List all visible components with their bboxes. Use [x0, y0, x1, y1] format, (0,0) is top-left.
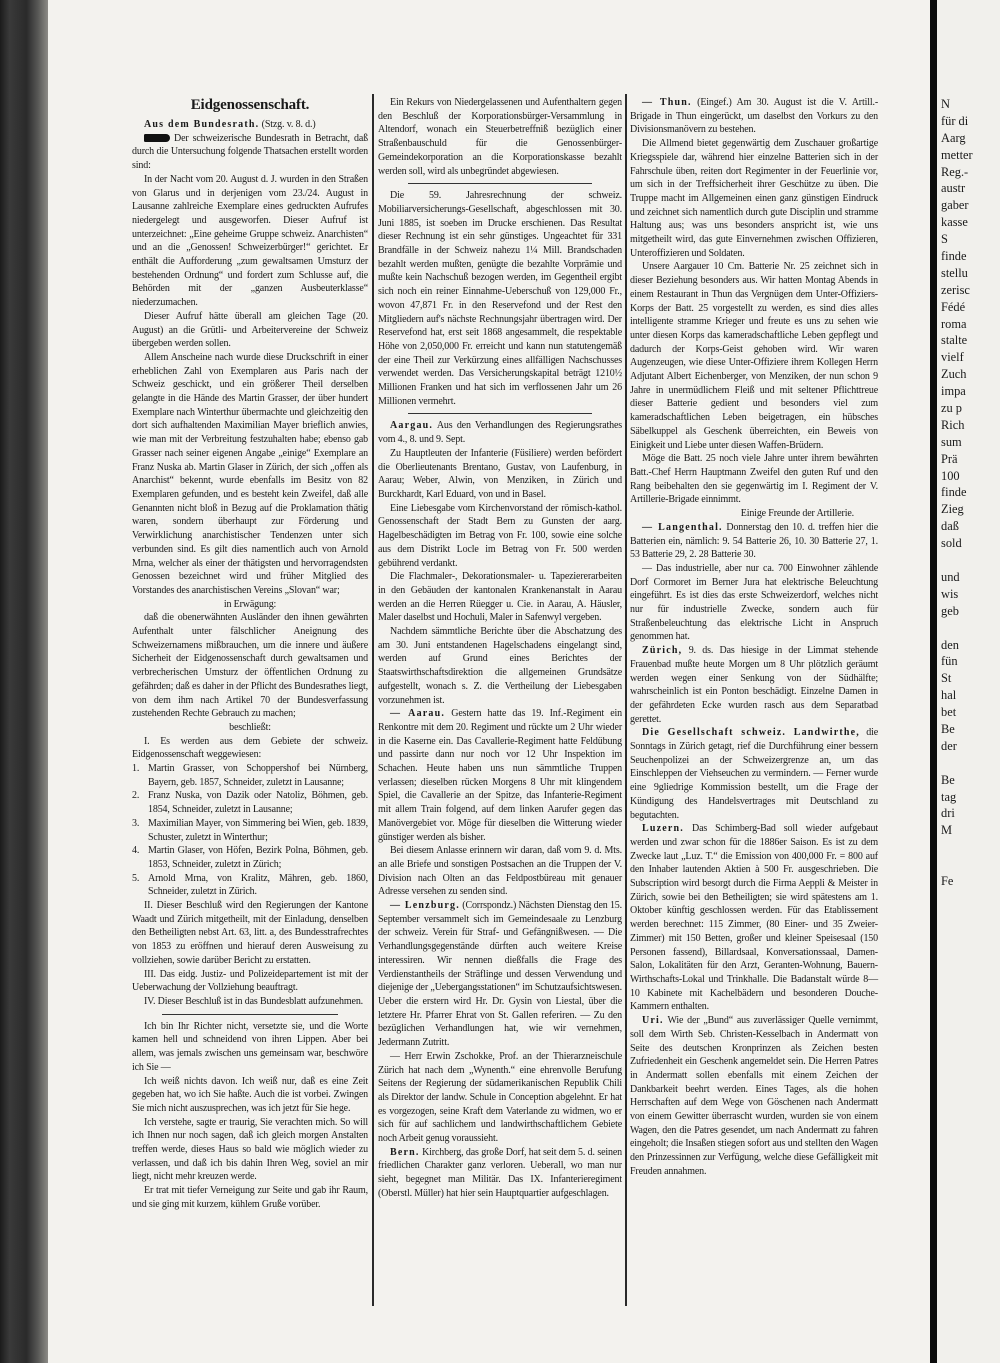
pointing-hand-icon	[144, 134, 170, 142]
text-fragment: fün	[941, 654, 958, 669]
text-fragment: für di	[941, 113, 969, 128]
paragraph	[132, 995, 368, 1009]
paragraph-text: Möge die Batt. 25 noch viele Jahre unter ihrem bewährten Batt.-Chef Herrn Hauptmann Zweifel den guten Ruf und den Rang beibehalten den sie gegenwärtig im I. Regiment der V. Artillerie-Brigade einnimmt.	[630, 453, 878, 506]
paragraph	[378, 96, 622, 178]
book-binding	[0, 0, 48, 1363]
article-separator	[408, 183, 592, 184]
paragraph	[378, 447, 622, 502]
paragraph-text: Eine Liebesgabe vom Kirchenvorstand der römisch-kathol. Genossenschaft der Stadt Bern zu Gunsten der aarg. Hagelbeschädigten im Betrag von Fr. 100, sowie eine solche aus dem Distrikt Locle im Betrag von Fr. 500 werden gebührend verdankt.	[378, 502, 622, 569]
paragraph-text: Ich verstehe, sagte er traurig, Sie verachten mich. So will ich Ihnen nur noch sagen, daß ich gleich morgen Anstalten treffen werde, dieses Haus so bald wie möglich wieder zu verlassen, und daß ich bis dahin Ihren Weg, soviel an mir liegt, nicht mehr kreuzen werde.	[132, 1116, 368, 1183]
article-dateline: Aargau.	[390, 420, 434, 432]
paragraph	[378, 899, 622, 1050]
text-fragment: Fédé	[941, 299, 966, 314]
paragraph	[132, 1184, 368, 1211]
paragraph	[132, 598, 368, 612]
text-fragment: austr	[941, 181, 966, 196]
paragraph	[132, 310, 368, 351]
text-fragment: roma	[941, 316, 967, 331]
paragraph	[630, 1014, 878, 1178]
paragraph	[630, 96, 878, 137]
paragraph	[630, 822, 878, 1014]
article-dateline: Luzern.	[642, 823, 685, 835]
paragraph	[132, 1075, 368, 1116]
article-dateline: Aus dem Bundesrath.	[144, 119, 260, 130]
paragraph	[132, 351, 368, 598]
text-fragment: Be	[941, 721, 955, 736]
paragraph-text: die Sonntags in Zürich getagt, rief die Durchführung einer bessern Seuchenpolizei an der Schweizergrenze an, um das Einschleppen der Viehseuchen zu vermindern. — Ferner wurde eine 9gliedrige Kommission bestellt, um die Frage der Kündigung des Handelsvertrages mit Deutschland zu begutachten.	[630, 727, 878, 821]
paragraph-text: Donnerstag den 10. d. treffen hier die Batterien ein, nämlich: 9. 54 Batterie 26, 10. 30 Batterie 27, 1. 53 Batterie 29, 2. 28 Batterie 30.	[630, 521, 878, 561]
paragraph-text: (Eingef.) Am 30. August ist die V. Artill.-Brigade in Thun eingerückt, um daselbst den Vorkurs zu den Divisionsmanövern zu bestehen.	[630, 97, 878, 136]
paragraph	[132, 735, 368, 762]
paragraph	[132, 1116, 368, 1185]
paragraph-text: — Das industrielle, aber nur ca. 700 Einwohner zählende Dorf Cormoret im Berner Jura hat elektrische Beleuchtung eingeführt. Es ist dies das erste Schweizerdorf, welches nicht nur für industrielle Zwecke, sondern auch für Straßenbeleuchtung das elektrische Licht in Anspruch genommen hat.	[630, 562, 878, 643]
paragraph-text: Die 59. Jahresrechnung der schweiz. Mobiliarversicherungs-Gesellschaft, abgeschlossen mit 30. Juni 1885, ist soeben im Drucke erschienen. Das Resultat dieser Rechnung ist ein sehr günstiges. Ungeachtet für 331 Brandfälle in der Schweiz nahezu 1¼ Mill. Brandschaden bezahlt werden mußten, genügte die bezahlte Vorprämie und mußte kein Nachschuß bezogen werden, im Gegentheil ergibt sich noch ein reiner Einnahme-Ueberschuß von 129,000 Fr., wovon 47,871 Fr. in den Reservefond und der Rest den Mitgliedern auf's nächste Rechnungsjahr übertragen wird. Der Reservefond hat, erst seit 1868 angesammelt, die respektable Höhe von 2,050,000 Fr. erreicht und kann nun statutengemäß der eine Theil zur Verkürzung eines allfälligen Nachschusses verwendet werden. Das Versicherungskapital beträgt 1210½ Millionen Franken und hat sich im verflossenen Jahr um 26 Millionen vermehrt.	[378, 190, 622, 407]
paragraph	[378, 570, 622, 625]
paragraph-text: In der Nacht vom 20. August d. J. wurden in den Straßen von Glarus und in derjenigen vom 23./24. August in Lausanne zahlreiche Exemplare eines gedruckten Aufrufes niedergelegt und ausgeworfen. Dieser Aufruf ist unterzeichnet: „Eine geheime Gruppe schweiz. Anarchisten“ und an die „Genossen! Schweizerbürger!“ gerichtet. Er enthält die Aufforderung „zum gewaltsamen Umsturz der bestehenden Ordnung“ und fordert zum Schlusse auf, die Behörden mit der „ganzen Ausbeuterklasse“ niederzumachen.	[132, 173, 368, 309]
paragraph-text: in Erwägung:	[223, 598, 277, 610]
article-dateline: — Lenzburg.	[390, 900, 460, 912]
list-number: 3.	[132, 817, 140, 829]
article-dateline: Die Gesellschaft schweiz. Landwirthe,	[642, 727, 860, 739]
list-item	[132, 762, 368, 789]
text-fragment: impa	[941, 384, 966, 399]
paragraph-text: Kirchberg, das große Dorf, hat seit dem 5. d. seinen friedlichen Charakter ganz verloren. Ueberall, wo man nur sieht, begegnet man Militär. Das IX. Infanterieregiment (Oberstl. Müller) hat hier sein Hauptquartier aufgeschlagen.	[378, 1146, 622, 1199]
paragraph-text: beschließt:	[229, 721, 271, 733]
list-number: 1.	[132, 763, 140, 775]
article-dateline: Bern.	[390, 1146, 420, 1158]
paragraph-text: Ich weiß nichts davon. Ich weiß nur, daß es eine Zeit gegeben hat, wo ich Sie haßte. Auch die ist vorbei. Zwingen Sie mich nicht auszusprechen, was ich jetzt für Sie hege.	[132, 1075, 368, 1114]
paragraph-text: Der schweizerische Bundesrath in Betracht, daß durch die Untersuchung folgende Thatsachen erstellt worden sind:	[132, 132, 368, 172]
paragraph-text: Ein Rekurs von Niedergelassenen und Aufenthaltern gegen den Beschluß der Korporationsbürger-Versammlung in Altendorf, wonach ein Steuerbetreffniß bezüglich einer Straßenbauschuld für die Genossenbürger-Gemeindekorporation an die Korporationskasse bezahlt werden soll, wird als unbegründet abgewiesen.	[378, 97, 622, 177]
text-fragment: bet	[941, 705, 957, 720]
paragraph	[630, 726, 878, 822]
text-fragment: hal	[941, 688, 957, 703]
text-fragment: Zieg	[941, 502, 964, 517]
article-separator	[162, 1014, 338, 1015]
list-item	[132, 872, 368, 899]
text-fragment: sold	[941, 536, 962, 551]
text-fragment: tag	[941, 789, 957, 804]
text-fragment: 100	[941, 468, 960, 483]
column-2	[378, 96, 622, 1201]
paragraph-text: 9. ds. Das hiesige in der Limmat stehende Frauenbad mußte heute Morgen um 8 Uhr plötzlich geräumt werden wegen einer Senkung von der Südhälfte; wahrscheinlich ist ein Ponton beschädigt. Einzelne Damen in der gefährdeten Ecke wurden rasch aus dem Separatbad gerettet.	[630, 645, 878, 725]
list-number: 4.	[132, 845, 140, 857]
paragraph	[630, 507, 878, 521]
text-fragment: St	[941, 671, 952, 686]
text-fragment: gaber	[941, 198, 969, 213]
text-fragment: N	[941, 97, 950, 111]
paragraph	[378, 502, 622, 571]
paragraph	[630, 521, 878, 562]
text-fragment: stellu	[941, 265, 968, 280]
text-fragment: der	[941, 738, 957, 753]
text-fragment: zerisc	[941, 282, 970, 297]
paragraph-text: Gestern hatte das 19. Inf.-Regiment ein Renkontre mit dem 20. Regiment und rückte um 2 Uhr wieder in die Kaserne ein. Das Cavallerie-Regiment hatte Feldübung und passirte dann nur noch vor 12 Uhr Inspektion im Schachen. Heute haben uns nun sämmtliche Truppen verlassen; dieselben rücken Morgens 8 Uhr mit klingendem Spiel, die Cavallerie an der Spitze, das Infanterie-Regiment mit allem Train folgend, auf dem linken Aarufer gegen das Manövergebiet vor. Möge für dieselben die Witterung wieder günstiger werden als bisher.	[378, 708, 622, 843]
adjacent-page-edge	[937, 0, 1000, 1363]
article-dateline: Zürich,	[642, 645, 683, 657]
paragraph-text: Zu Hauptleuten der Infanterie (Füsiliere) werden befördert die Oberlieutenants Brentano, Gustav, von Laufenburg, in Aarau; Weber, Alwin, von Menziken, in Zürich und Burckhardt, Karl Eduard, von und in Basel.	[378, 447, 622, 500]
paragraph-text: Nachdem sämmtliche Berichte über die Abschatzung des am 30. Juni entstandenen Hagelschadens eingelangt sind, werden auf Grund eines Berichtes der Staatswirthschaftsdirektion die allgemeinen Grundsätze aufgestellt, wonach s. Z. die Vertheilung der Liebesgaben vorzunehmen ist.	[378, 626, 622, 706]
text-fragment: kasse	[941, 215, 968, 230]
text-fragment	[941, 839, 973, 856]
paragraph-text: Ich bin Ihr Richter nicht, versetzte sie, und die Worte kamen hell und schneidend von ihren Lippen. Aber bei allem, was jemals zwischen uns gemeinsam war, beschwöre ich Sie —	[132, 1020, 368, 1073]
text-fragment: Be	[941, 772, 955, 787]
text-fragment: Reg.-	[941, 164, 969, 179]
text-fragment	[941, 856, 973, 873]
text-fragment	[941, 552, 973, 569]
text-fragment: Aarg	[941, 130, 966, 145]
paragraph	[132, 611, 368, 721]
list-item	[132, 844, 368, 871]
paragraph-text: IV. Dieser Beschluß ist in das Bundesblatt aufzunehmen.	[144, 996, 364, 1007]
paragraph-text: Eidgenossenschaft.	[190, 97, 310, 113]
text-fragment: Zuch	[941, 367, 967, 382]
paragraph-text: Martin Grasser, von Schoppershof bei Nürnberg, Bayern, geb. 1857, Schneider, zuletzt in Lausanne;	[148, 763, 368, 788]
text-fragment: sum	[941, 434, 962, 449]
text-fragment: zu p	[941, 401, 962, 416]
column-3	[630, 96, 878, 1179]
paragraph	[630, 260, 878, 452]
text-fragment: M	[941, 823, 953, 838]
paragraph	[132, 1020, 368, 1075]
paragraph-text: Er trat mit tiefer Verneigung zur Seite und gab ihr Raum, und sie ging mit kurzem, kühlem Gruße vorüber.	[132, 1185, 368, 1210]
section-title	[132, 96, 368, 114]
text-fragment: daß	[941, 519, 959, 534]
paragraph	[132, 968, 368, 995]
paragraph-text: Allem Anscheine nach wurde diese Druckschrift in einer erheblichen Zahl von Exemplaren aus Paris nach der Schweiz geschickt, und ein größerer Theil derselben gelangte in die Hände des Martin Grasser, der über hundert Exemplare nach Winterthur übermachte und gleichzeitig den dort sich aufhaltenden Maximilian Mayer brieflich anwies, wie man mit der Verbreitung festzuhalten habe; ebenso gab Grasser nach seiner eigenen Angabe „einige“ Exemplare an Franz Nuska ab. Martin Glaser in Zürich, der sich „offen als Anarchist“ bekennt, wurde ebenfalls im Besitz von 82 Exemplaren gefunden, und es besteht kein Zweifel, daß alle Genannten nicht bloß in Bezug auf die Proklamation thätig waren, sondern überhaupt zur Förderung und Verwirklichung anarchistischer Tendenzen unter sich verbunden sind. Es gilt dies namentlich auch von Arnold Mrna, welcher als einer der thätigsten und hervorragendsten Genossen bezeichnet wird und früher Mitglied des Vorstandes des anarchistischen Vereins „Slovan“ war;	[132, 351, 368, 596]
paragraph-text: Unsere Aargauer 10 Cm. Batterie Nr. 25 zeichnet sich in dieser Beziehung besonders aus. Wir hatten Montag Abends in einem Restaurant in Thun das Vergnügen dem Unter-Offiziers-Korps der Batt. 25 vorgestellt zu werden, es sind dies alles intelligente stramme Krieger und freute es uns zu sehen wie unter diesen Korps das kameradschaftliche Leben gepflegt und dadurch der Korps-Geist gehoben wird. Wir waren Augenzeugen, wie diese Unter-Offiziere ihrem Kollegen Herrn Adjutant Albert Eichenberger, von Menziken, der nun schon 9 Jahre in unermüdlichem Fleiß und mit seltener Pflichttreue dieser Batterie gedient und besonders viel zum kameradschaftlichen Leben beigetragen, ein hübsches Säbelkuppel als Geschenk überreichten, ein Beweis von Einigkeit und Liebe unter diesen Waffen-Brüdern.	[630, 261, 878, 451]
text-fragment: Rich	[941, 417, 965, 432]
text-fragment: finde	[941, 249, 967, 264]
list-number: 5.	[132, 872, 140, 884]
article-dateline: — Langenthal.	[642, 521, 723, 533]
text-fragment: vielf	[941, 350, 964, 365]
text-fragment	[941, 755, 973, 772]
paragraph	[378, 625, 622, 707]
text-fragment: dri	[941, 806, 955, 821]
column-divider	[372, 94, 374, 1306]
paragraph-text: Aus den Verhandlungen des Regierungsrathes vom 4., 8. und 9. Sept.	[378, 420, 622, 446]
paragraph	[132, 132, 368, 173]
paragraph-text: Einige Freunde der Artillerie.	[740, 508, 854, 520]
paragraph	[132, 173, 368, 310]
column-1	[132, 96, 368, 1212]
paragraph	[630, 644, 878, 726]
article-dateline: — Thun.	[642, 97, 692, 108]
list-item	[132, 789, 368, 816]
paragraph	[132, 721, 368, 735]
paragraph-text: III. Das eidg. Justiz- und Polizeidepartement ist mit der Ueberwachung der Vollziehung beauftragt.	[132, 968, 368, 994]
text-fragment: und	[941, 569, 960, 584]
paragraph-text: Die Flachmaler-, Dekorationsmaler- u. Tapeziererarbeiten in den Gebäuden der kantonalen Krankenanstalt in Aarau werden an die Herren Rüegger u. Cie. in Aarau, A. Häusler, Maler daselbst und Hochuli, Maler in Safenwyl vergeben.	[378, 571, 622, 624]
paragraph	[630, 452, 878, 507]
paragraph-text: (Corrspondz.) Nächsten Dienstag den 15. September versammelt sich im Gemeindesaale zu Lenzburg der schweiz. Verein für Straf- und Gefängnißwesen. — Die Verhandlungsgegenstände dürften auch weitere Kreise interessiren. Wir nennen dießfalls die Frage des Verdienstantheils der Sträflinge und dessen Verwendung und diejenige der „Uebergangsstationen“ im Schutzaufsichtswesen. Ueber die erstern wird Hr. Dr. Gysin von Liestal, über die letztere Hr. Pfarrer Ehrat von St. Gallen referiren. — Zu den bezüglichen Verhandlungen hat, wie wir vernehmen, Jedermann Zutritt.	[378, 900, 622, 1049]
paragraph-text: Dieser Aufruf hätte überall am gleichen Tage (20. August) an die Grütli- und Arbeitervereine der Schweiz übergeben werden sollen.	[132, 310, 368, 350]
paragraph-text: Bei diesem Anlasse erinnern wir daran, daß vom 9. d. Mts. an alle Briefe und sonstigen Postsachen an die Truppen der V. Division nach Olten an das Feldpostbüreau mit genauer Adresse versehen zu senden sind.	[378, 845, 622, 898]
paragraph-text: Arnold Mrna, von Kralitz, Mähren, geb. 1860, Schneider, zuletzt in Zürich.	[148, 872, 368, 898]
text-fragment: S	[941, 232, 948, 247]
paragraph-text: Martin Glaser, von Höfen, Bezirk Polna, Böhmen, geb. 1853, Schneider, zuletzt in Zürich;	[148, 845, 368, 870]
paragraph	[630, 137, 878, 260]
paragraph	[378, 1146, 622, 1201]
column-divider	[625, 94, 627, 1306]
paragraph	[378, 844, 622, 899]
paragraph-text: Die Allmend bietet gegenwärtig dem Zuschauer großartige Kriegsspiele dar, während hier einzelne Batterien sich in der Fahrschule üben, reiten dort Regimenter in der Feuerlinie vor, um sich in der Treffsicherheit ihrer Geschütze zu üben. Die Truppe macht im Allgemeinen einen ganz günstigen Eindruck und zeichnet sich namentlich durch gute Disciplin und stramme Haltung aus; was uns besonders anspricht ist, wie uns mitgetheilt wird, das gute Einvernehmen zwischen Offizieren, Unteroffizieren und Soldaten.	[630, 138, 878, 259]
paragraph	[378, 189, 622, 408]
paragraph-text: I. Es werden aus dem Gebiete der schweiz. Eidgenossenschaft weggewiesen:	[132, 735, 368, 761]
paragraph-text: (Stzg. v. 8. d.)	[259, 119, 316, 130]
paragraph	[132, 118, 368, 132]
paragraph-text: Franz Nuska, von Dazik oder Natoliz, Böhmen, geb. 1854, Schneider, zuletzt in Lausanne;	[148, 790, 368, 816]
article-dateline: — Aarau.	[390, 708, 446, 720]
text-fragment: wis	[941, 586, 959, 601]
paragraph	[378, 419, 622, 446]
paragraph	[378, 1050, 622, 1146]
paragraph-text: II. Dieser Beschluß wird den Regierungen der Kantone Waadt und Zürich mitgetheilt, mit der Einladung, denselben den Betheiligten nebst Art. 63, litt. a, des Bundesstrafrechtes von 1853 zu eröffnen und hierauf deren Ausweisung zu vollziehen, sowie darüber Bericht zu erstatten.	[132, 900, 368, 966]
paragraph	[132, 899, 368, 968]
paragraph	[630, 562, 878, 644]
paragraph-text: — Herr Erwin Zschokke, Prof. an der Thierarzneischule Zürich hat nach dem „Wynenth.“ eine ehrenvolle Berufung Seitens der Regierung der südamerikanischen Republik Chili als Direktor der landw. Schule in Conception abgelehnt. Er hat es vorgezogen, seine Kraft dem Vaterlande zu widmen, wo er sich für auf sachlichem und landwirthschaftlichem Gebiete noch Arbeit genug voraussieht.	[378, 1050, 622, 1145]
article-separator	[408, 413, 592, 414]
paragraph-text: daß die obenerwähnten Ausländer den ihnen gewährten Aufenthalt unter fälschlicher Aneignung des Schweizernamens mißbrauchen, um die innere und äußere Sicherheit der Eidgenossenschaft durch gewaltsamen und verbrecherischen Umsturz der öffentlichen Ordnung zu gefährden; daß es daher in der Pflicht des Bundesrathes liegt, von dem ihm nach Artikel 70 der Bundesverfassung zustehenden Rechte Gebrauch zu machen;	[132, 612, 368, 720]
paragraph-text: Maximilian Mayer, von Simmering bei Wien, geb. 1839, Schuster, zuletzt in Winterthur;	[148, 817, 368, 843]
text-fragment	[941, 620, 973, 637]
text-fragment: den	[941, 637, 959, 652]
article-dateline: Uri.	[642, 1015, 664, 1027]
text-fragment: stalte	[941, 333, 968, 348]
list-item	[132, 817, 368, 844]
text-fragment: geb	[941, 603, 959, 618]
paragraph-text: Das Schimberg-Bad soll wieder aufgebaut werden und zwar schon für die 1886er Saison. Es ist zu dem Zwecke laut „Luz. T.“ die Emission von 400,000 Fr. = 800 auf den Inhaber lautenden Aktien à 500 Fr. ausgeschrieben. Die Subscription wird besorgt durch die Firma Aeppli & Meister in Zürich, sowie bei den Betheiligten; sie wird spätestens am 1. Oktober künftig geschlossen werden. Für das Etablissement werden berechnet: 115 Zimmer, (80 Einer- und 35 Zweier-Zimmer) mit 150 Betten, großer und kleiner Speisesaal (150 Personen fassend), Billardsaal, Konversationssaal, Damen-Salon, Lokalitäten für den Arzt, Geranten-Wohnung, Bauern-Wirthschafts-Lokal und Trinkhalle. Die Badanstalt würde 8—10 Kabinete mit Kachelbädern und besonderen Douche-Kammern enthalten.	[630, 823, 878, 1013]
text-fragment: Prä	[941, 451, 958, 466]
paragraph	[378, 707, 622, 844]
text-fragment: Fe	[941, 873, 954, 888]
paragraph-text: Wie der „Bund“ aus zuverlässiger Quelle vernimmt, soll dem Wirth Seb. Christen-Kesselbach in Andermatt von Seite des deutschen Kronprinzen als Zeichen besten Zufriedenheit ein Geschenk angemeldet sein. Die Herren Patres in Andermatt sollen ebenfalls mit einem Zeichen der Dankbarkeit beehrt werden. Eines Tages, als die hohen Herrschaften auf dem Wege von Göschenen nach Andermatt von einem Gewitter überrascht wurden, wurden sie von einem Wagen, den die Patres gesendet, um nach Andermatt zu fahren eingeholt; die Insaßen stiegen sofort aus und stellten den Wagen den Prinzessinnen zur Verfügung, welche diese Gefälligkeit mit Freuden annahmen.	[630, 1015, 878, 1177]
text-fragment: metter	[941, 147, 973, 162]
text-fragment: finde	[941, 485, 967, 500]
list-number: 2.	[132, 790, 140, 802]
